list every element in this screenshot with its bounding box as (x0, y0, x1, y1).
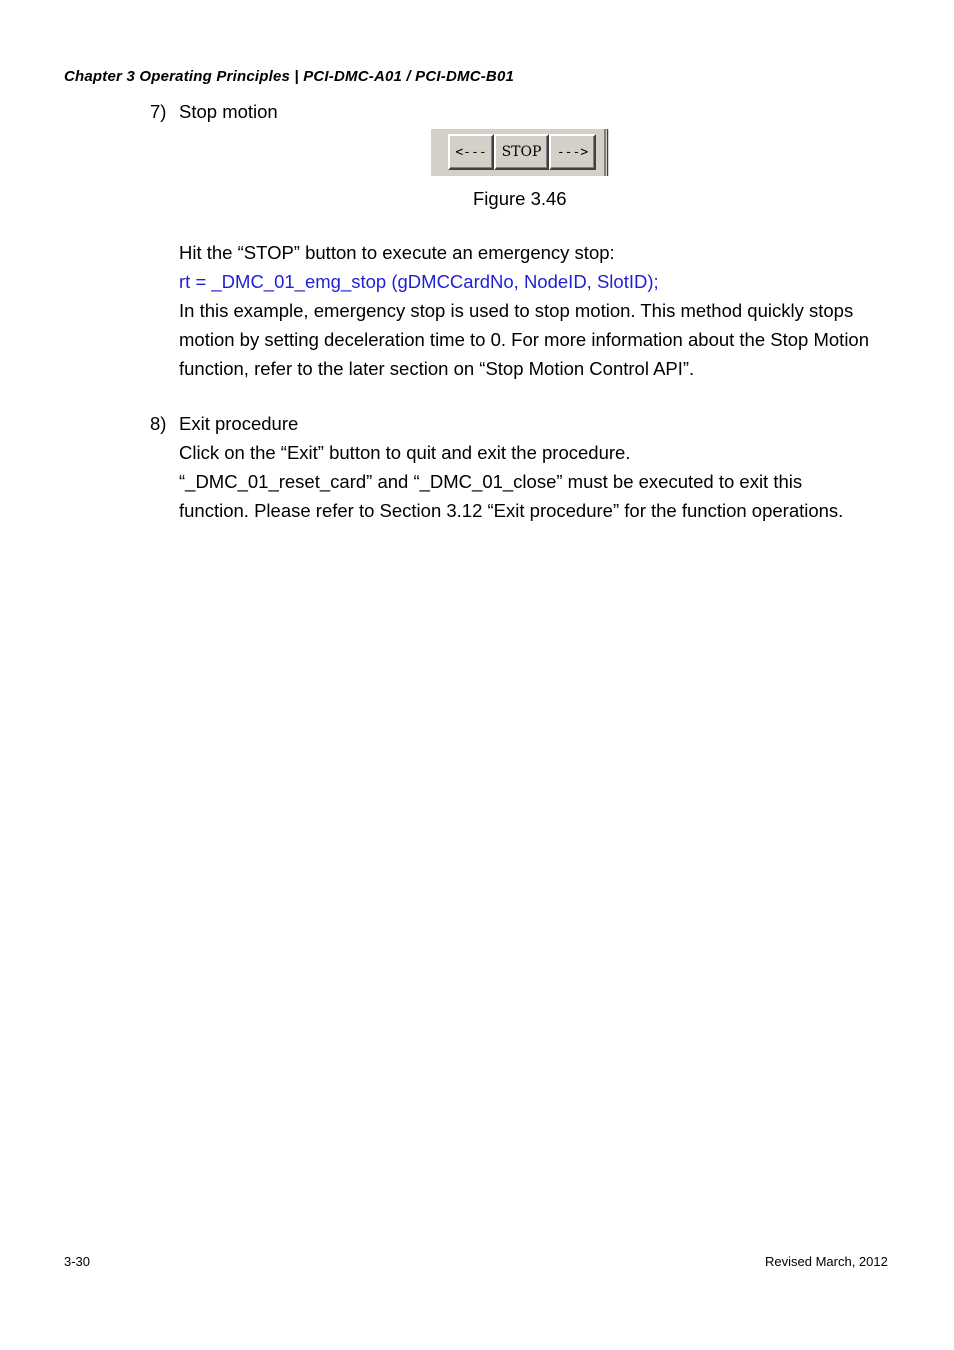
section-8-title: Exit procedure (179, 413, 299, 434)
section-7-line-4: function, refer to the later section on “Stop Motion Control API”. (179, 358, 695, 379)
toolbar-separator (604, 129, 606, 176)
section-7-number: 7) (150, 101, 167, 122)
page-number: 3-30 (64, 1254, 91, 1269)
section-7-line-3: motion by setting deceleration time to 0. For more information about the Stop Motion (179, 329, 870, 350)
section-7-paragraph (179, 238, 909, 383)
move-left-button[interactable]: <--- (448, 134, 494, 170)
section-8-line-1: Click on the “Exit” button to quit and exit the procedure. (179, 442, 631, 463)
emg-stop-code: rt = _DMC_01_emg_stop (gDMCCardNo, NodeID, SlotID); (179, 271, 659, 292)
motion-toolbar (431, 129, 609, 176)
chapter-header: Chapter 3 Operating Principles | PCI-DMC-A01 / PCI-DMC-B01 (64, 68, 515, 85)
section-8-line-2: “_DMC_01_reset_card” and “_DMC_01_close” must be executed to exit this (179, 471, 803, 492)
section-7-title: Stop motion (179, 101, 278, 122)
revision-date: Revised March, 2012 (765, 1254, 888, 1269)
move-right-button[interactable]: ---> (549, 134, 596, 170)
section-8-line-3: function. Please refer to Section 3.12 “Exit procedure” for the function operations. (179, 500, 844, 521)
section-8-number: 8) (150, 413, 167, 434)
toolbar-separator-edge (607, 129, 608, 176)
section-8-paragraph (179, 438, 909, 525)
section-7-line-1: Hit the “STOP” button to execute an emergency stop: (179, 242, 615, 263)
stop-button[interactable]: STOP (494, 134, 549, 170)
section-7-line-2: In this example, emergency stop is used to stop motion. This method quickly stops (179, 300, 854, 321)
figure-caption: Figure 3.46 (473, 188, 567, 209)
